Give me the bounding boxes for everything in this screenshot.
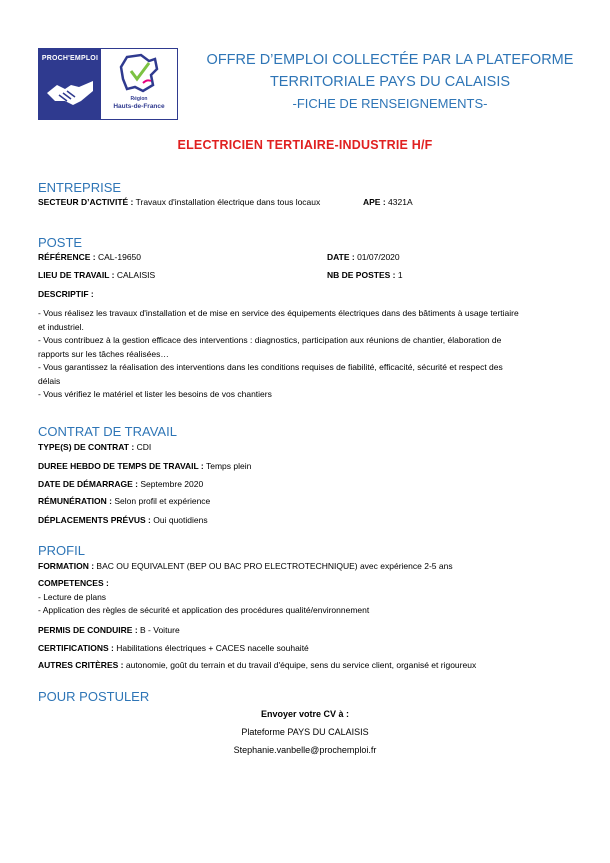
certifications-value: Habilitations électriques + CACES nacelle souhaité bbox=[116, 643, 309, 653]
region-logo bbox=[101, 49, 177, 119]
descriptif-line: rapports sur les tâches réalisées… bbox=[38, 348, 169, 359]
region-label: Hauts-de-France bbox=[113, 103, 165, 110]
section-postuler-heading: POUR POSTULER bbox=[38, 689, 150, 704]
contact-email-link[interactable]: Stephanie.vanbelle@prochemploi.fr bbox=[233, 745, 377, 755]
remuneration-row bbox=[38, 496, 210, 506]
descriptif-line: - Vous garantissez la réalisation des interventions dans les conditions requises de fiabilité, efficacité, sécurité et respect des bbox=[38, 362, 503, 372]
formation-value: BAC OU EQUIVALENT (BEP OU BAC PRO ELECTROTECHNIQUE) avec expérience 2-5 ans bbox=[96, 561, 453, 571]
formation-label: FORMATION : bbox=[38, 561, 95, 571]
formation-row bbox=[38, 561, 453, 571]
logo-brand-text: PROCH'EMPLOI bbox=[41, 55, 99, 62]
nb-postes-label: NB DE POSTES : bbox=[327, 270, 396, 280]
autres-criteres-value: autonomie, goût du terrain et du travail d'équipe, sens du service client, organisé et rigoureux bbox=[125, 660, 477, 670]
permis-label: PERMIS DE CONDUIRE : bbox=[38, 625, 138, 635]
duree-value: Temps plein bbox=[205, 461, 252, 471]
reference-value: CAL-19650 bbox=[98, 252, 142, 262]
logo-brand-panel bbox=[39, 49, 101, 119]
cv-instruction: Envoyer votre CV à : bbox=[260, 709, 350, 719]
demarrage-label: DATE DE DÉMARRAGE : bbox=[38, 479, 138, 489]
descriptif-line: délais bbox=[38, 375, 61, 386]
section-entreprise-heading: ENTREPRISE bbox=[38, 180, 122, 195]
autres-criteres-label: AUTRES CRITÈRES : bbox=[38, 660, 124, 670]
handshake-icon bbox=[45, 71, 95, 111]
prochemploi-logo bbox=[38, 48, 178, 120]
remuneration-label: RÉMUNÉRATION : bbox=[38, 496, 112, 506]
ape-row bbox=[363, 197, 413, 207]
duree-label: DUREE HEBDO DE TEMPS DE TRAVAIL : bbox=[38, 461, 204, 471]
type-contrat-row bbox=[38, 442, 151, 452]
region-map-icon bbox=[117, 53, 161, 93]
duree-row bbox=[38, 461, 251, 471]
descriptif-label: DESCRIPTIF : bbox=[38, 289, 94, 299]
job-title: ELECTRICIEN TERTIAIRE-INDUSTRIE H/F bbox=[177, 138, 433, 152]
descriptif-text bbox=[38, 307, 578, 402]
date-label: DATE : bbox=[327, 252, 355, 262]
lieu-label: LIEU DE TRAVAIL : bbox=[38, 270, 115, 280]
ape-value: 4321A bbox=[388, 197, 413, 207]
competences-label: COMPETENCES : bbox=[38, 578, 109, 588]
deplacements-label: DÉPLACEMENTS PRÉVUS : bbox=[38, 515, 151, 525]
permis-value: B - Voiture bbox=[140, 625, 180, 635]
demarrage-row bbox=[38, 479, 203, 489]
header-line-1: OFFRE D’EMPLOI COLLECTÉE PAR LA PLATEFORME bbox=[206, 52, 574, 68]
lieu-row bbox=[38, 270, 155, 280]
header-line-2: TERRITORIALE PAYS DU CALAISIS bbox=[269, 74, 511, 90]
descriptif-line: - Vous réalisez les travaux d'installation et de mise en service des équipements électriques dans des bâtiments à usage tertiaire bbox=[38, 308, 519, 318]
descriptif-line: - Vous vérifiez le matériel et lister les besoins de vos chantiers bbox=[38, 389, 272, 399]
section-contrat-heading: CONTRAT DE TRAVAIL bbox=[38, 424, 177, 439]
type-contrat-label: TYPE(S) DE CONTRAT : bbox=[38, 442, 135, 452]
section-profil-heading: PROFIL bbox=[38, 543, 85, 558]
competence-item: - Lecture de plans bbox=[38, 592, 107, 602]
nb-postes-row bbox=[327, 270, 403, 280]
ape-label: APE : bbox=[363, 197, 386, 207]
deplacements-value: Oui quotidiens bbox=[153, 515, 208, 525]
competence-item: - Application des règles de sécurité et application des procédures qualité/environnement bbox=[38, 605, 370, 615]
secteur-value: Travaux d'installation électrique dans tous locaux bbox=[135, 197, 321, 207]
secteur-row bbox=[38, 197, 320, 207]
autres-criteres-row bbox=[38, 660, 476, 670]
reference-label: RÉFÉRENCE : bbox=[38, 252, 96, 262]
section-poste-heading: POSTE bbox=[38, 235, 83, 250]
plateforme-name: Plateforme PAYS DU CALAISIS bbox=[241, 727, 369, 737]
remuneration-value: Selon profil et expérience bbox=[114, 496, 211, 506]
region-label-small: Région bbox=[130, 96, 148, 102]
permis-row bbox=[38, 625, 180, 635]
reference-row bbox=[38, 252, 141, 262]
deplacements-row bbox=[38, 515, 208, 525]
type-contrat-value: CDI bbox=[136, 442, 152, 452]
descriptif-line: - Vous contribuez à la gestion efficace des interventions : diagnostics, participation aux réunions de chantier, élaboration de bbox=[38, 335, 502, 345]
nb-postes-value: 1 bbox=[397, 270, 403, 280]
lieu-value: CALAISIS bbox=[116, 270, 156, 280]
date-value: 01/07/2020 bbox=[357, 252, 400, 262]
date-row bbox=[327, 252, 400, 262]
secteur-label: SECTEUR D’ACTIVITÉ : bbox=[38, 197, 134, 207]
certifications-label: CERTIFICATIONS : bbox=[38, 643, 114, 653]
header-line-3: -FICHE DE RENSEIGNEMENTS- bbox=[292, 96, 488, 111]
descriptif-line: et industriel. bbox=[38, 321, 84, 332]
demarrage-value: Septembre 2020 bbox=[140, 479, 204, 489]
certifications-row bbox=[38, 643, 309, 653]
